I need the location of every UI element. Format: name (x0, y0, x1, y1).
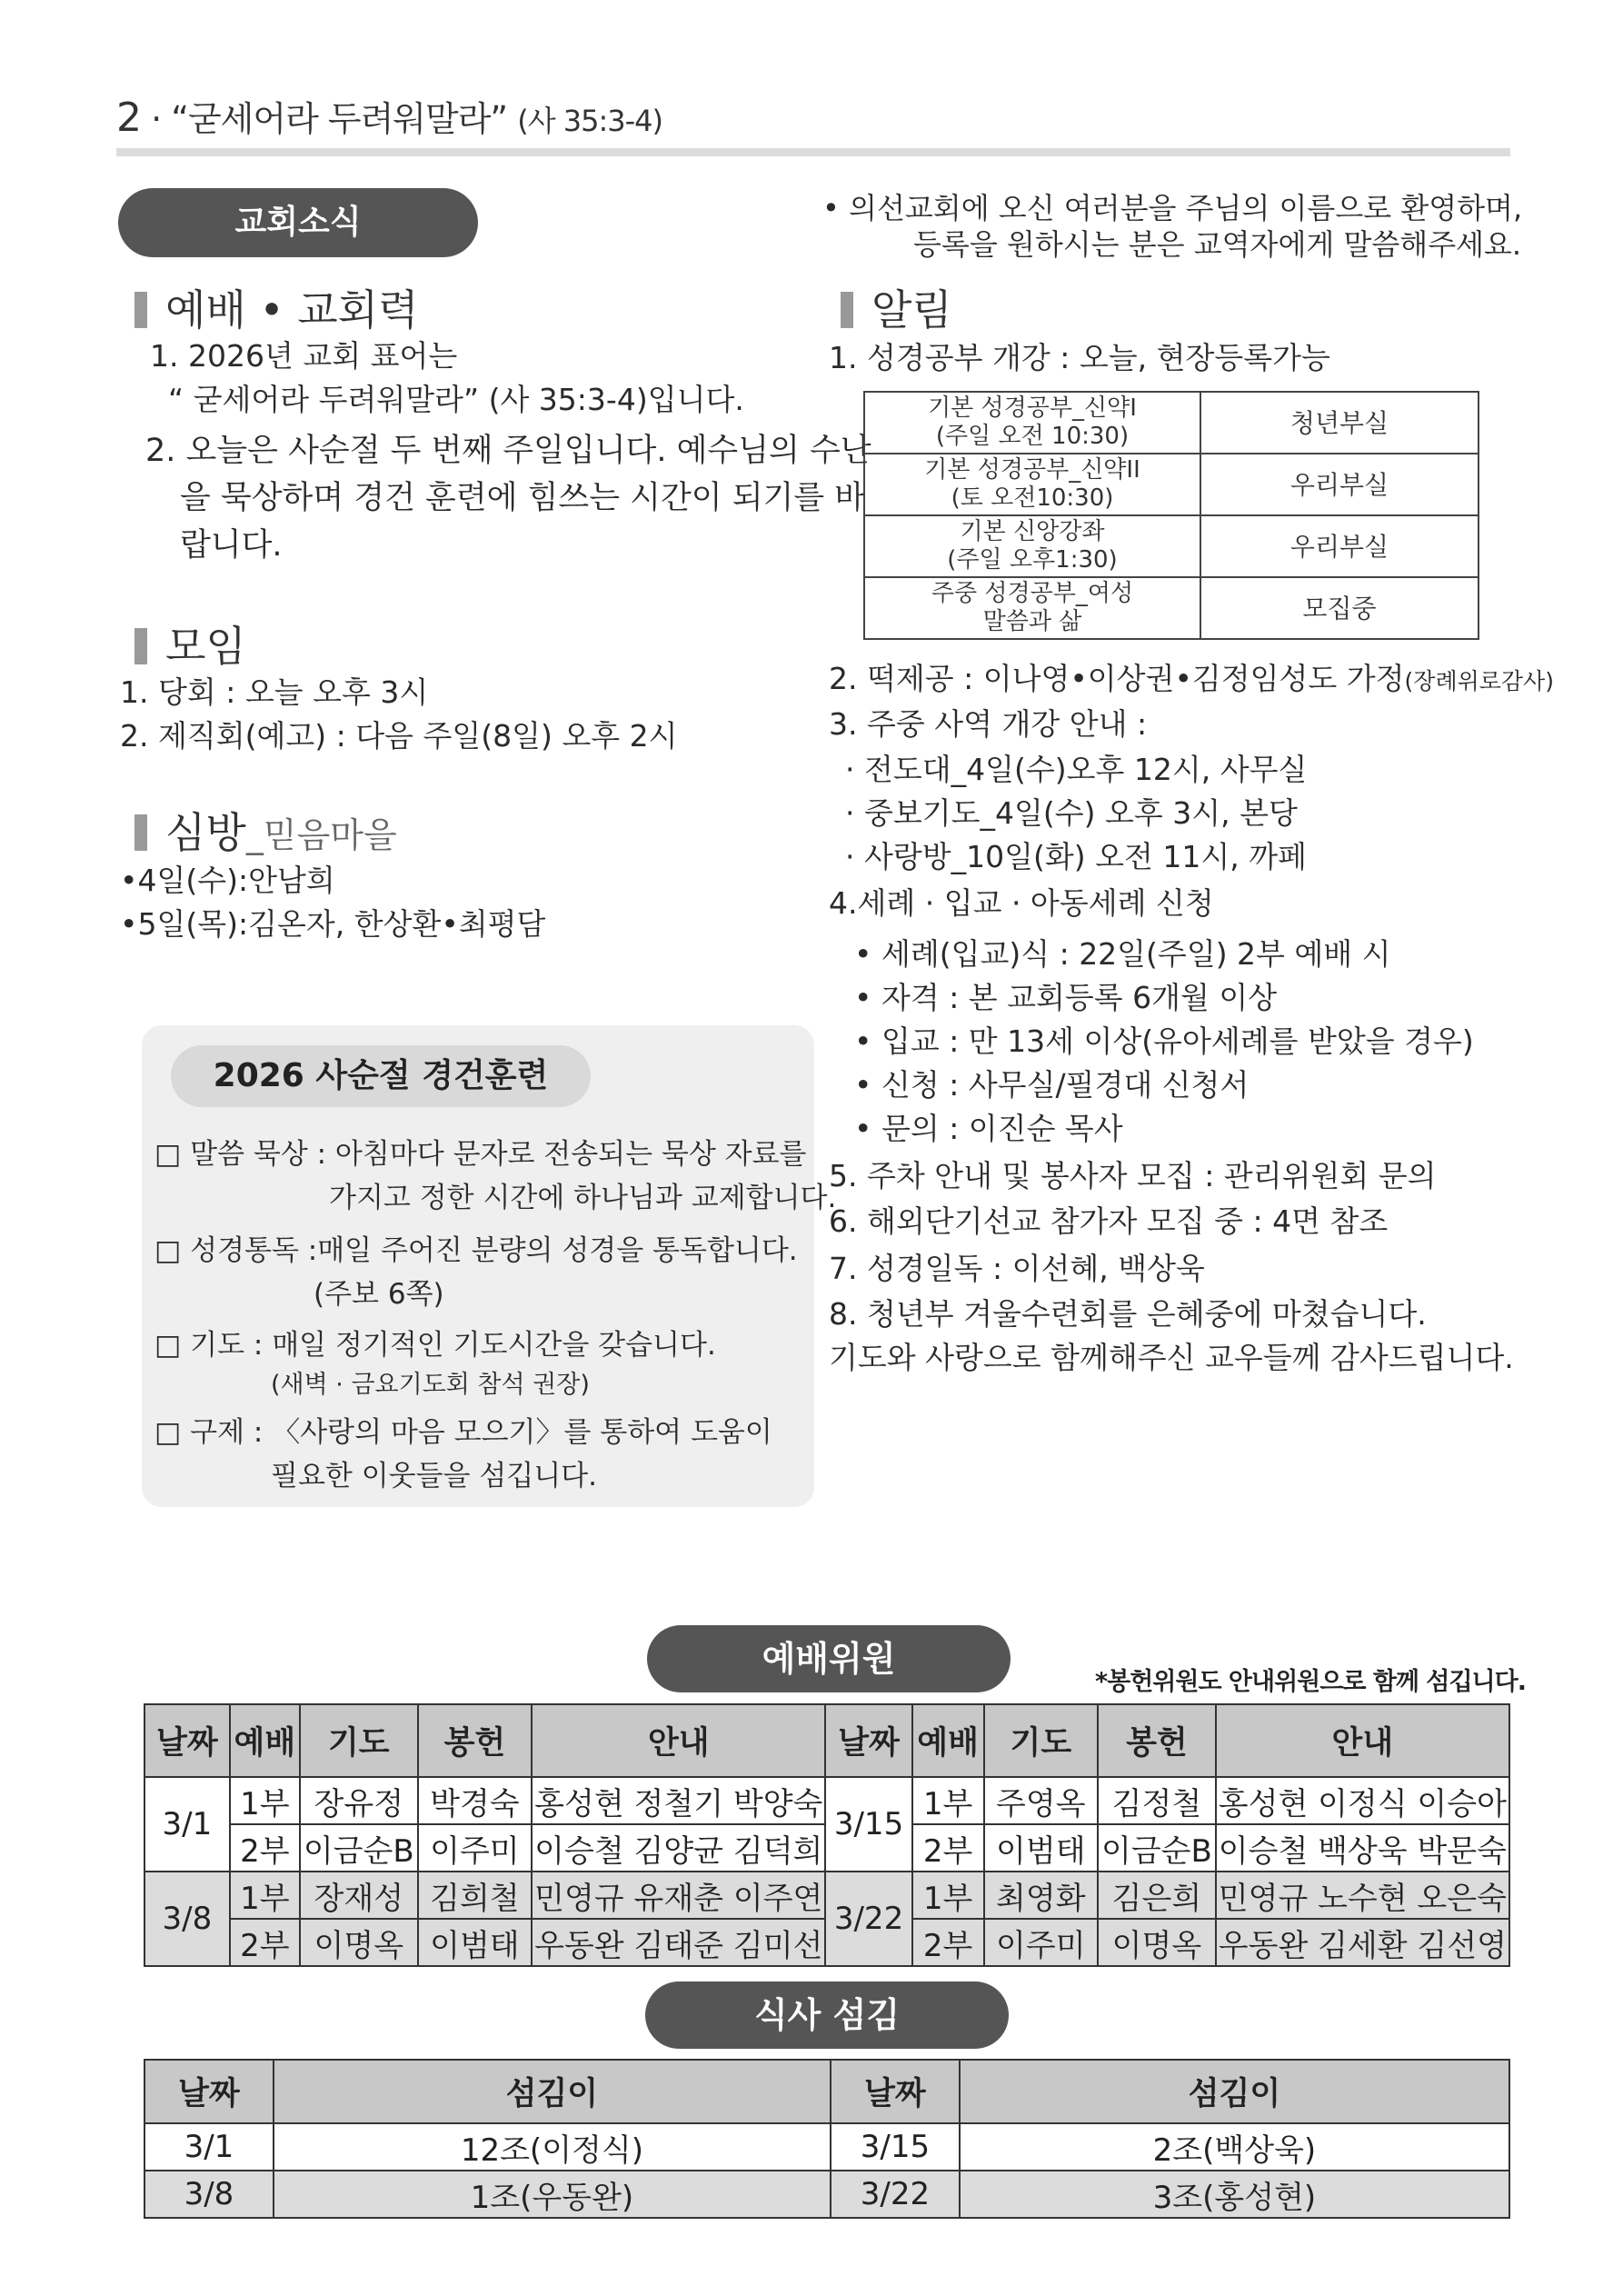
meal-date-left: 3/8 (144, 2171, 274, 2218)
worship-line-1: 1. 2026년 교회 표어는 (150, 338, 458, 374)
study-course-name: 기본 성경공부_신약I (928, 394, 1137, 422)
visit-line-1: •4일(수):안남희 (120, 863, 335, 898)
worship-offering-left: 김희철 (418, 1872, 533, 1919)
worship-usher-right: 홍성현 이정식 이승아 (1216, 1777, 1509, 1824)
study-course-time: (주일 오전 10:30) (935, 423, 1130, 450)
notice-item-3-line-1: · 전도대_4일(수)오후 12시, 사무실 (845, 752, 1308, 787)
meal-date-right: 3/15 (831, 2123, 960, 2171)
worship-usher-left: 우동완 김태준 김미선 (532, 1919, 825, 1966)
worship-offering-left: 박경숙 (418, 1777, 533, 1824)
bible-study-table (863, 391, 1479, 640)
worship-offering-right: 김은희 (1098, 1872, 1216, 1919)
visit-section-title: 심방 (165, 808, 246, 857)
study-course-cell (864, 454, 1200, 515)
meal-server-right: 3조(홍성현) (960, 2171, 1509, 2218)
notice-item-8-cont: 기도와 사랑으로 함께해주신 교우들께 감사드립니다. (829, 1340, 1514, 1375)
worship-line-5: 랍니다. (180, 527, 283, 564)
notice-item-4-line-3: • 입교 : 만 13세 이상(유아세례를 받았을 경우) (854, 1023, 1474, 1059)
notices-section-title: 알림 (871, 285, 952, 334)
study-table-row (864, 577, 1479, 639)
section-marker (134, 628, 147, 664)
worship-offering-right: 김정철 (1098, 1777, 1216, 1824)
worship-usher-right: 우동완 김세환 김선영 (1216, 1919, 1509, 1966)
worship-table-header: 예배 (912, 1704, 984, 1777)
meal-server-left: 1조(우동완) (274, 2171, 831, 2218)
study-table-row (864, 454, 1479, 515)
worship-date-right: 3/22 (825, 1872, 911, 1966)
worship-date-left: 3/8 (144, 1872, 230, 1966)
worship-service-left: 1부 (230, 1777, 300, 1824)
worship-service-left: 1부 (230, 1872, 300, 1919)
study-course-place: 모집중 (1200, 577, 1479, 639)
visit-section-subtitle: _믿음마을 (245, 815, 397, 855)
notice-item-1: 1. 성경공부 개강 : 오늘, 현장등록가능 (829, 340, 1330, 375)
meal-table-row (144, 2171, 1509, 2218)
meal-service-table (144, 2059, 1510, 2219)
study-course-name: 기본 성경공부_신약II (924, 456, 1140, 484)
worship-table-header: 봉헌 (1098, 1704, 1216, 1777)
notice-item-4-line-4: • 신청 : 사무실/필경대 신청서 (854, 1067, 1250, 1103)
worship-date-right: 3/15 (825, 1777, 911, 1872)
study-table-row (864, 392, 1479, 454)
study-course-name: 기본 신앙강좌 (960, 518, 1105, 545)
section-marker (134, 292, 147, 328)
visit-line-2: •5일(목):김온자, 한상환•최평담 (120, 906, 546, 942)
worship-prayer-left: 장재성 (300, 1872, 418, 1919)
lent-line-7: □ 구제 : 〈사랑의 마음 모으기〉를 통하여 도움이 (154, 1416, 772, 1449)
worship-line-2: “ 굳세어라 두려워말라” (사 35:3-4)입니다. (168, 382, 744, 417)
meal-table-header: 날짜 (144, 2060, 274, 2123)
study-course-place: 우리부실 (1200, 454, 1479, 515)
lent-line-2: 가지고 정한 시간에 하나님과 교제합니다. (329, 1182, 837, 1214)
worship-table-header: 날짜 (144, 1704, 230, 1777)
worship-section-title: 예배 • 교회력 (165, 285, 419, 334)
meal-server-left: 12조(이정식) (274, 2123, 831, 2171)
study-course-time: (토 오전10:30) (951, 484, 1114, 512)
study-course-time: (주일 오후1:30) (947, 546, 1118, 574)
meal-server-right: 2조(백상욱) (960, 2123, 1509, 2171)
meeting-section-heading (134, 614, 246, 674)
worship-line-4: 을 묵상하며 경건 훈련에 힘쓰는 시간이 되기를 바 (180, 480, 866, 516)
notice-item-6: 6. 해외단기선교 참가자 모집 중 : 4면 참조 (829, 1203, 1389, 1239)
worship-service-right: 2부 (912, 1919, 984, 1966)
study-course-cell (864, 392, 1200, 454)
meal-table-row (144, 2123, 1509, 2171)
worship-prayer-left: 이금순B (300, 1824, 418, 1872)
header-reference: (사 35:3-4) (517, 104, 663, 138)
page-number: 2 (116, 95, 141, 141)
worship-prayer-right: 이범태 (984, 1824, 1099, 1872)
worship-prayer-right: 최영화 (984, 1872, 1099, 1919)
notice-item-3-line-2: · 중보기도_4일(수) 오후 3시, 본당 (845, 795, 1298, 831)
worship-committee-note: *봉헌위원도 안내위원으로 함께 섬깁니다. (1095, 1668, 1526, 1696)
study-course-cell (864, 577, 1200, 639)
worship-table-row (144, 1777, 1509, 1824)
meeting-line-1: 1. 당회 : 오늘 오후 3시 (120, 674, 429, 710)
worship-table-header: 기도 (984, 1704, 1099, 1777)
worship-usher-left: 홍성현 정철기 박양숙 (532, 1777, 825, 1824)
worship-table-header: 안내 (532, 1704, 825, 1777)
meal-table-header: 섬김이 (960, 2060, 1509, 2123)
notice-item-2-note: (장례위로감사) (1404, 668, 1554, 694)
study-course-place: 청년부실 (1200, 392, 1479, 454)
worship-usher-right: 이승철 백상욱 박문숙 (1216, 1824, 1509, 1872)
notice-item-3-line-3: · 사랑방_10일(화) 오전 11시, 까페 (845, 839, 1307, 874)
worship-committee-title: 예배위원 (647, 1625, 1011, 1692)
meeting-section-title: 모임 (165, 622, 246, 671)
worship-section-heading (134, 277, 419, 337)
notice-item-4: 4.세례 · 입교 · 아동세례 신청 (829, 885, 1214, 921)
notice-item-5: 5. 주차 안내 및 봉사자 모집 : 관리위원회 문의 (829, 1158, 1437, 1193)
worship-service-right: 2부 (912, 1824, 984, 1872)
worship-table-header: 봉헌 (418, 1704, 533, 1777)
notice-item-2 (829, 657, 1554, 704)
notice-item-4-line-5: • 문의 : 이진순 목사 (854, 1111, 1123, 1146)
notice-item-3: 3. 주중 사역 개강 안내 : (829, 706, 1148, 742)
study-course-name: 주중 성경공부_여성 (931, 580, 1134, 607)
worship-offering-right: 이금순B (1098, 1824, 1216, 1872)
worship-line-3: 2. 오늘은 사순절 두 번째 주일입니다. 예수님의 수난 (145, 433, 871, 469)
worship-prayer-right: 이주미 (984, 1919, 1099, 1966)
worship-offering-left: 이범태 (418, 1919, 533, 1966)
worship-table-header: 기도 (300, 1704, 418, 1777)
worship-usher-left: 민영규 유재춘 이주연 (532, 1872, 825, 1919)
lent-line-1: □ 말씀 묵상 : 아침마다 문자로 전송되는 묵상 자료를 (154, 1138, 807, 1171)
welcome-line-2: 등록을 원하시는 분은 교역자에게 말씀해주세요. (913, 227, 1522, 262)
worship-service-left: 2부 (230, 1919, 300, 1966)
church-news-title: 교회소식 (118, 188, 478, 257)
lent-line-4: (주보 6쪽) (314, 1278, 444, 1311)
section-marker (134, 814, 147, 851)
worship-service-left: 2부 (230, 1824, 300, 1872)
study-course-cell (864, 515, 1200, 577)
study-course-place: 우리부실 (1200, 515, 1479, 577)
notice-item-4-line-2: • 자격 : 본 교회등록 6개월 이상 (854, 980, 1278, 1015)
meal-service-title: 식사 섬김 (645, 1982, 1009, 2049)
notice-item-4-line-1: • 세례(입교)식 : 22일(주일) 2부 예배 시 (854, 936, 1391, 972)
meal-table-header: 날짜 (831, 2060, 960, 2123)
meeting-line-2: 2. 제직회(예고) : 다음 주일(8일) 오후 2시 (120, 718, 678, 754)
worship-date-left: 3/1 (144, 1777, 230, 1872)
lent-line-6: (새벽 · 금요기도회 참석 권장) (271, 1371, 590, 1399)
lent-line-3: □ 성경통독 :매일 주어진 분량의 성경을 통독합니다. (154, 1234, 798, 1267)
worship-usher-right: 민영규 노수현 오은숙 (1216, 1872, 1509, 1919)
worship-prayer-right: 주영옥 (984, 1777, 1099, 1824)
visit-section-heading (134, 800, 397, 860)
worship-committee-table (144, 1703, 1510, 1967)
worship-service-right: 1부 (912, 1872, 984, 1919)
worship-usher-left: 이승철 김양균 김덕희 (532, 1824, 825, 1872)
page-header (116, 91, 662, 141)
worship-offering-right: 이명옥 (1098, 1919, 1216, 1966)
notices-section-heading (841, 277, 952, 337)
welcome-line-1: • 의선교회에 오신 여러분을 주님의 이름으로 환영하며, (822, 191, 1523, 225)
worship-table-header: 예배 (230, 1704, 300, 1777)
header-divider (116, 148, 1510, 156)
worship-table-header: 날짜 (825, 1704, 911, 1777)
notice-item-8: 8. 청년부 겨울수련회를 은혜중에 마쳤습니다. (829, 1296, 1427, 1332)
worship-offering-left: 이주미 (418, 1824, 533, 1872)
lent-line-8: 필요한 이웃들을 섬깁니다. (271, 1460, 597, 1492)
worship-prayer-left: 이명옥 (300, 1919, 418, 1966)
worship-table-row (144, 1872, 1509, 1919)
header-separator: · (151, 99, 162, 139)
notice-item-2-text: 2. 떡제공 : 이나영•이상권•김정임성도 가정 (829, 661, 1405, 696)
lent-line-5: □ 기도 : 매일 정기적인 기도시간을 갖습니다. (154, 1329, 716, 1362)
lent-training-title: 2026 사순절 경건훈련 (171, 1045, 591, 1107)
meal-date-left: 3/1 (144, 2123, 274, 2171)
notice-item-7: 7. 성경일독 : 이선혜, 백상욱 (829, 1251, 1205, 1286)
study-table-row (864, 515, 1479, 577)
header-title: “굳세어라 두려워말라” (171, 99, 508, 139)
meal-date-right: 3/22 (831, 2171, 960, 2218)
section-marker (841, 292, 853, 328)
study-course-time: 말씀과 삶 (982, 608, 1082, 635)
worship-service-right: 1부 (912, 1777, 984, 1824)
meal-table-header: 섬김이 (274, 2060, 831, 2123)
worship-prayer-left: 장유정 (300, 1777, 418, 1824)
worship-table-header: 안내 (1216, 1704, 1509, 1777)
